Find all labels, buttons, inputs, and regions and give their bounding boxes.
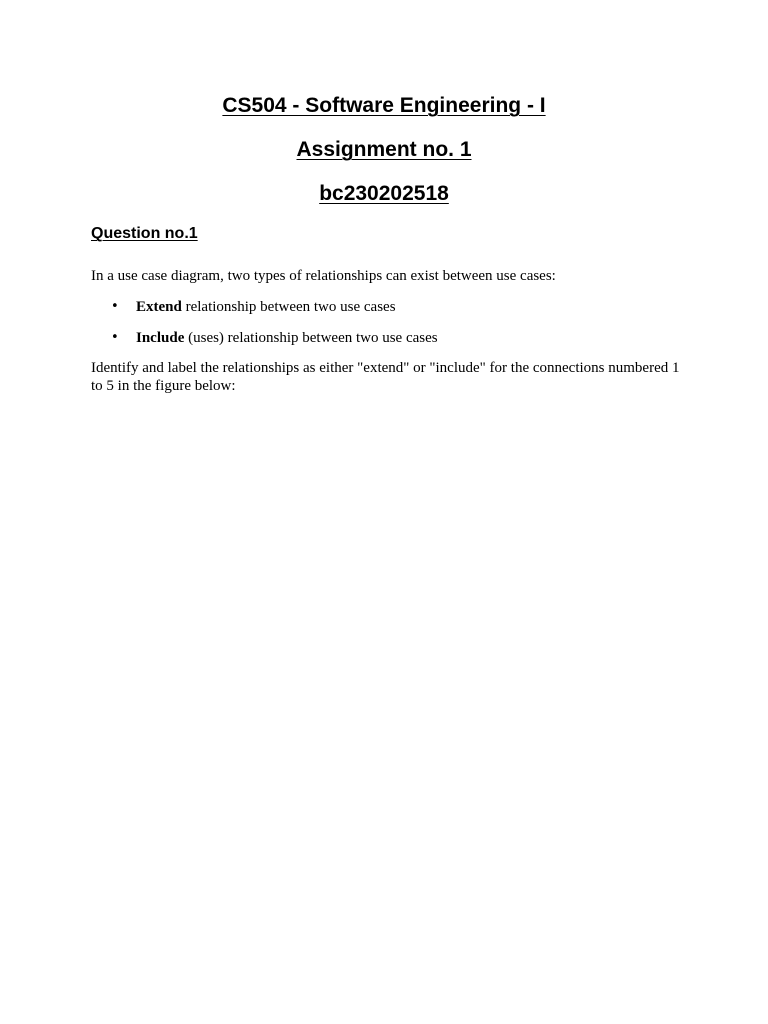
bullet-icon: • bbox=[111, 299, 119, 314]
list-item-bold-term: Extend bbox=[136, 299, 182, 315]
intro-paragraph: In a use case diagram, two types of relationships can exist between use cases: bbox=[91, 268, 556, 284]
list-item-description: (uses) relationship between two use cases bbox=[184, 330, 438, 346]
question-heading: Question no.1 bbox=[91, 225, 198, 242]
student-id: bc230202518 bbox=[319, 182, 449, 205]
assignment-title: Assignment no. 1 bbox=[296, 138, 472, 161]
course-title: CS504 - Software Engineering - I bbox=[222, 94, 546, 117]
list-item-description: relationship between two use cases bbox=[181, 299, 396, 315]
list-item-text bbox=[136, 298, 396, 316]
list-item-text bbox=[136, 329, 438, 347]
list-item-bold-term: Include bbox=[136, 330, 185, 346]
instruction-paragraph: Identify and label the relationships as either "extend" or "include" for the connections numbered 1 to 5 in the figure below: bbox=[91, 360, 680, 394]
bullet-icon: • bbox=[111, 330, 119, 345]
